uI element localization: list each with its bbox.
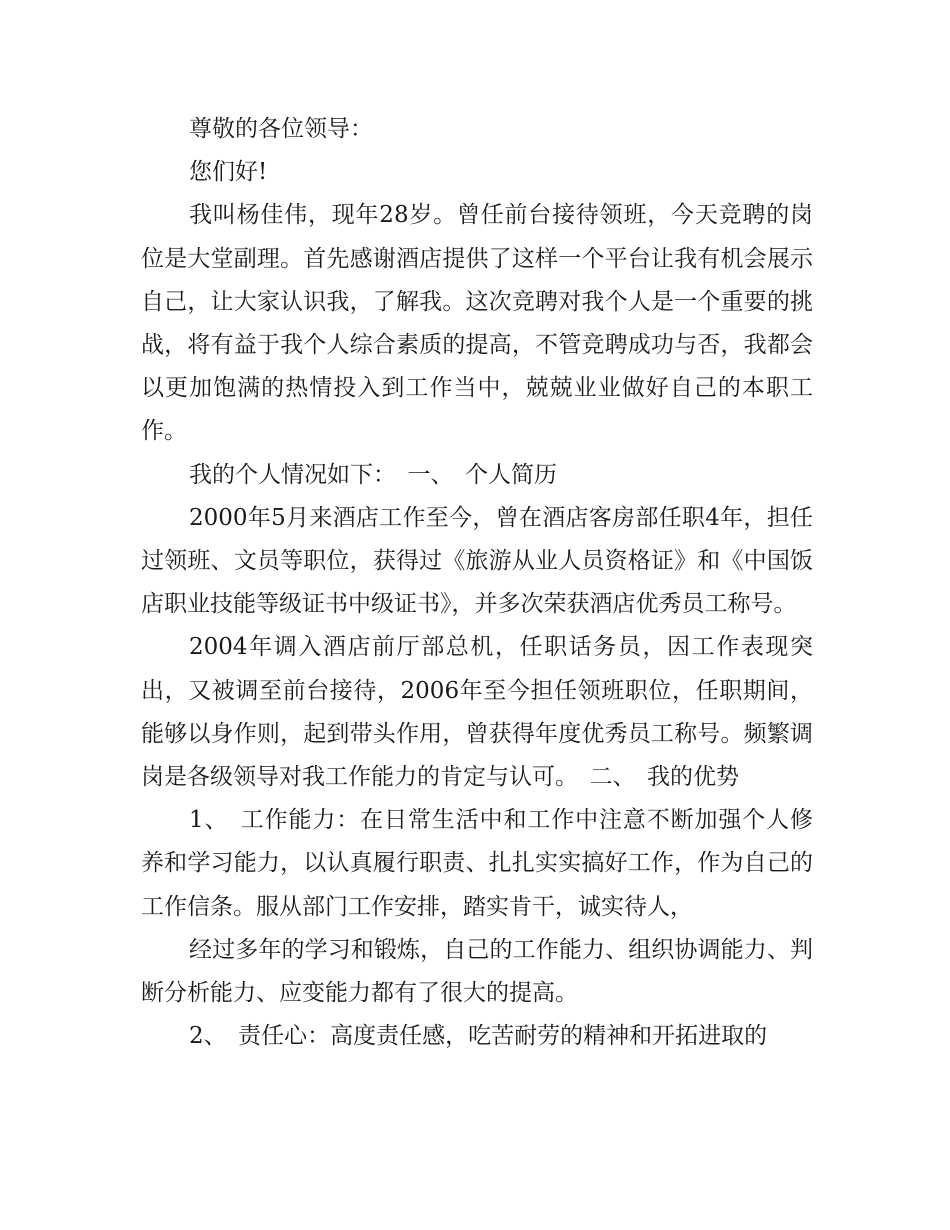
paragraph-resume-2000: 2000年5月来酒店工作至今，曾在酒店客房部任职4年，担任过领班、文员等职位，获得过《旅游从业人员资格证》和《中国饭店职业技能等级证书中级证书》，并多次荣获酒店优秀员工称号。	[141, 504, 813, 618]
paragraph-ability: 1、 工作能力：在日常生活中和工作中注意不断加强个人修养和学习能力，以认真履行职责、扎扎实实搞好工作，作为自己的工作信条。服从部门工作安排，踏实肯干，诚实待人，	[141, 807, 813, 920]
salutation: 尊敬的各位领导：	[189, 116, 373, 142]
paragraph-ability-continued: 经过多年的学习和锻炼，自己的工作能力、组织协调能力、判断分析能力、应变能力都有了很大的提高。	[141, 936, 813, 1007]
document-body	[141, 108, 813, 1058]
paragraph-personal-info-heading: 我的个人情况如下： 一、 个人简历	[189, 461, 557, 488]
paragraph-introduction: 我叫杨佳伟，现年28岁。曾任前台接待领班，今天竞聘的岗位是大堂副理。首先感谢酒店提供了这样一个平台让我有机会展示自己，让大家认识我，了解我。这次竞聘对我个人是一个重要的挑战，将有益于我个人综合素质的提高，不管竞聘成功与否，我都会以更加饱满的热情投入到工作当中，兢兢业业做好自己的本职工作。	[141, 202, 813, 445]
paragraph-resume-2004: 2004年调入酒店前厅部总机，任职话务员，因工作表现突出，又被调至前台接待，2006年至今担任领班职位，任职期间，能够以身作则，起到带头作用，曾获得年度优秀员工称号。频繁调岗是各级领导对我工作能力的肯定与认可。 二、 我的优势	[141, 634, 813, 791]
greeting: 您们好!	[189, 159, 268, 186]
paragraph-responsibility: 2、 责任心：高度责任感，吃苦耐劳的精神和开拓进取的	[189, 1023, 768, 1050]
